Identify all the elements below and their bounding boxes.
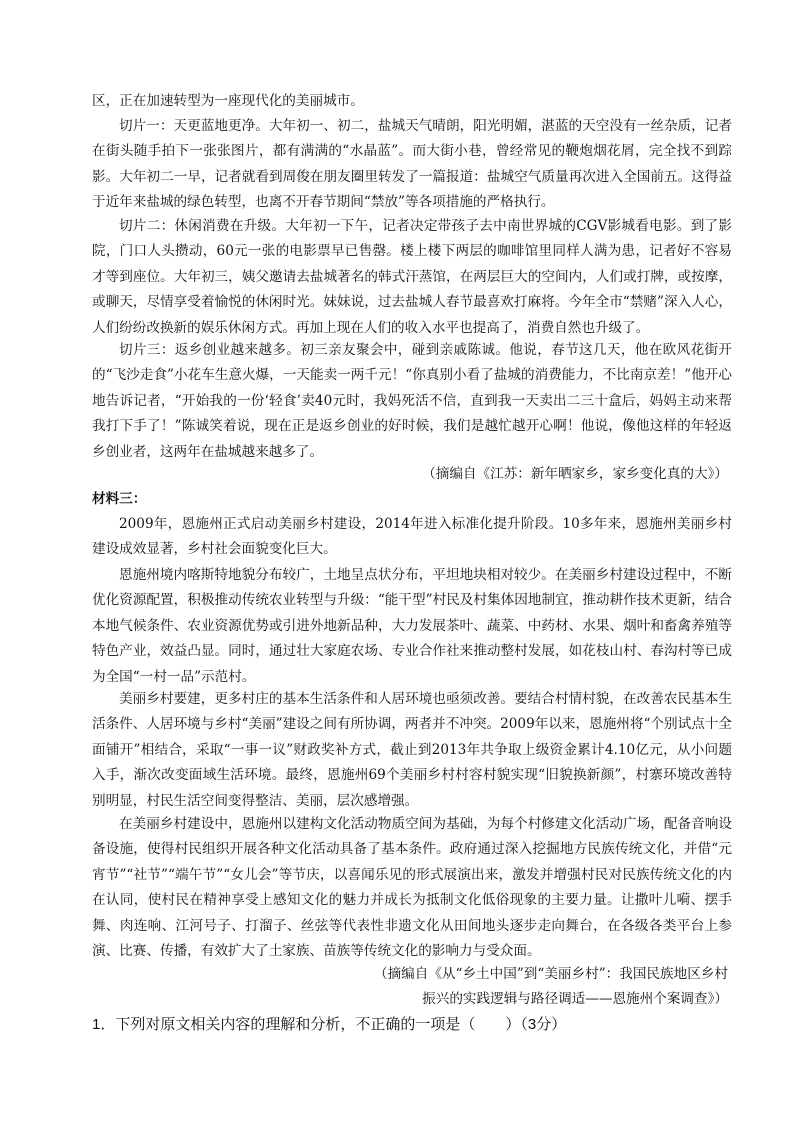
question-1: 1．下列对原文相关内容的理解和分析，不正确的一项是（ ）（3分） [92, 1016, 567, 1033]
material-three-paragraph-4: 在美丽乡村建设中，恩施州以建构文化活动物质空间为基础，为每个村修建文化活动广场，配备音响设备设施，使得村民组织开展各种文化活动具备了基本条件。政府通过深入挖掘地方民族传统文化，并借“元宵节”“社节”“端午节”“女儿会”等节庆，以喜闻乐见的形式展演出来，激发并增强村民对民族传统文化的内在认同，使村民在精神享受上感知文化的魅力并成长为抵制文化低俗现象的主要力量。让撒叶儿嗬、摆手舞、肉连响、江河号子、打溜子、丝弦等代表性非遗文化从田间地头逐步走向舞台，在各级各类平台上参演、比赛、传播，有效扩大了土家族、苗族等传统文化的影响力与受众面。 [92, 816, 732, 960]
paragraph-slice-three: 切片三：返乡创业越来越多。初三亲友聚会中，碰到亲戚陈诚。他说，春节这几天，他在欧风花街开的“飞沙走食”小花车生意火爆，一天能卖一两千元！“你真别小看了盐城的消费能力，不比南京差！”他开心地告诉记者，“开始我的一份‘轻食’卖40元时，我妈死活不信，直到我一天卖出二三十盒后，妈妈主动来帮我打下手了！”陈诚笑着说，现在正是返乡创业的好时候，我们是越忙越开心啊！他说，像他这样的年轻返乡创业者，这两年在盐城越来越多了。 [92, 342, 732, 460]
material-three-paragraph-1: 2009年，恩施州正式启动美丽乡村建设，2014年进入标准化提升阶段。10多年来，恩施州美丽乡村建设成效显著，乡村社会面貌变化巨大。 [92, 516, 732, 558]
paragraph-intro-tail: 区，正在加速转型为一座现代化的美丽城市。 [92, 93, 364, 109]
material-three-paragraph-2: 恩施州境内喀斯特地貌分布较广，土地呈点状分布，平坦地块相对较少。在美丽乡村建设过程中，不断优化资源配置，积极推动传统农业转型与升级：“能干型”村民及村集体因地制宜，推动耕作技术更新，结合本地气候条件、农业资源优势或引进外地新品种，大力发展茶叶、蔬菜、中药材、水果、烟叶和畜禽养殖等特色产业，效益凸显。同时，通过壮大家庭农场、专业合作社来推动整村发展，如花枝山村、春沟村等已成为全国“一村一品”示范村。 [92, 567, 732, 685]
paragraph-slice-one: 切片一：天更蓝地更净。大年初一、初二，盐城天气晴朗，阳光明媚，湛蓝的天空没有一丝杂质，记者在街头随手拍下一张张图片，都有满满的“水晶蓝”。而大街小巷，曾经常见的鞭炮烟花屑，完全找不到踪影。大年初二一早，记者就看到周俊在朋友圈里转发了一篇报道：盐城空气质量再次进入全国前五。这得益于近年来盐城的绿色转型，也离不开春节期间“禁放”等各项措施的严格执行。 [92, 118, 732, 211]
material-three-paragraph-3: 美丽乡村要建，更多村庄的基本生活条件和人居环境也亟须改善。要结合村情村貌，在改善农民基本生活条件、人居环境与乡村“美丽”建设之间有所协调，两者并不冲突。2009年以来，恩施州将“个别试点十全面铺开”相结合，采取“一事一议”财政奖补方式，截止到2013年共争取上级资金累计4.10亿元，从小问题入手，渐次改变面域生活环境。最终，恩施州69个美丽乡村村容村貌实现“旧貌换新颜”，村寨环境改善特别明显，村民生活空间变得整洁、美丽，层次感增强。 [92, 691, 732, 809]
source-citation-2-line1: （摘编自《从“乡土中国”到“美丽乡村”：我国民族地区乡村 [373, 966, 728, 982]
material-three-heading: 材料三： [92, 491, 147, 507]
paragraph-slice-two: 切片二：休闲消费在升级。大年初一下午，记者决定带孩子去中南世界城的CGV影城看电影。到了影院，门口人头攒动，60元一张的电影票早已售罄。楼上楼下两层的咖啡馆里同样人满为患，记者好不容易才等到座位。大年初三，姨父邀请去盐城著名的韩式汗蒸馆，在两层巨大的空间内，人们或打牌，或按摩，或聊天，尽情享受着愉悦的休闲时光。妹妹说，过去盐城人春节最喜欢打麻将。今年全市“禁赌”深入人心，人们纷纷改换新的娱乐休闲方式。再加上现在人们的收入水平也提高了，消费自然也升级了。 [92, 218, 732, 336]
source-citation-2-line2: 振兴的实践逻辑与路径调适——恩施州个案调查》） [422, 991, 728, 1007]
source-citation-1: （摘编自《江苏：新年晒家乡，家乡变化真的大》） [422, 466, 728, 482]
